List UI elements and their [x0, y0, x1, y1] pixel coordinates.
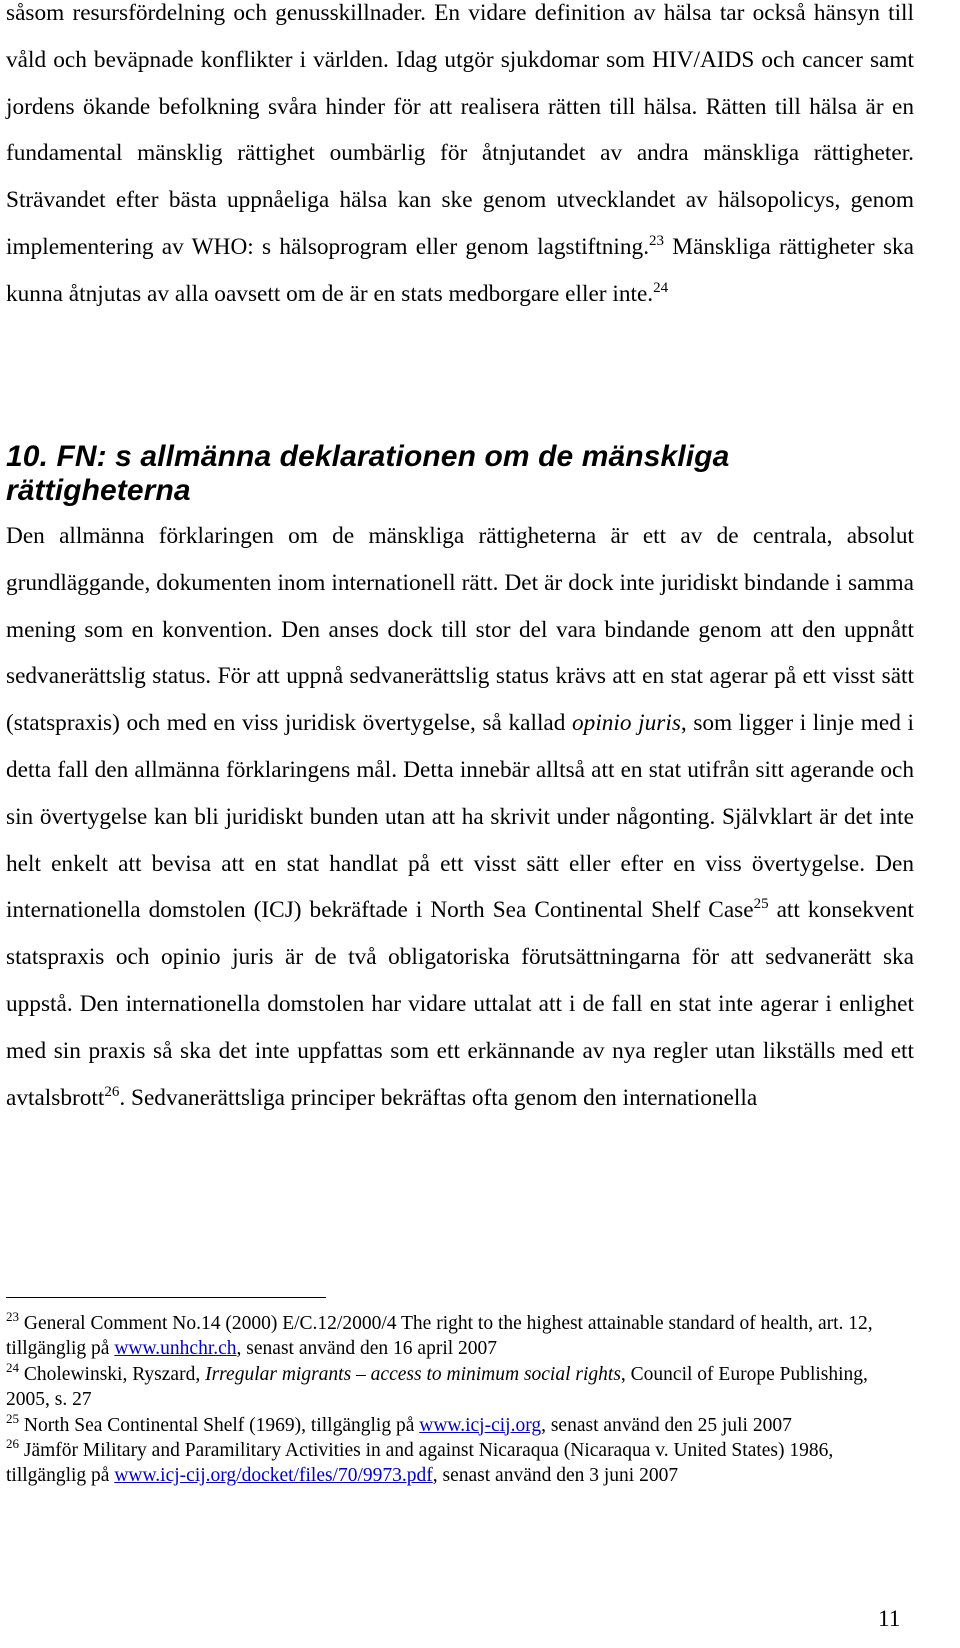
- footnote-text: North Sea Continental Shelf (1969), tillgänglig på: [19, 1414, 420, 1436]
- footnote-text: Jämför Military and Paramilitary Activities in and against Nicaraqua (Nicaraqua v. United States) 1986, tillgänglig på: [6, 1440, 834, 1487]
- body-paragraph-1: [6, 0, 914, 318]
- footnote-23: [6, 1311, 914, 1362]
- footnote-24: [6, 1359, 914, 1413]
- body-paragraph-2: [6, 513, 914, 1121]
- footnote-italic-title: Irregular migrants – access to minimum social rights: [205, 1363, 621, 1385]
- italic-term: opinio juris: [572, 710, 681, 737]
- footnote-ref-25[interactable]: 25: [753, 896, 769, 913]
- footnote-ref-24[interactable]: 24: [653, 279, 669, 296]
- paragraph-text: Den allmänna förklaringen om de mänskliga rättigheterna är ett av de centrala, absolut grundläggande, dokumenten inom internationell rätt. Det är dock inte juridiskt bindande i samma mening som en konvention. Den anses dock till stor del vara bindande genom att den uppnått sedvanerättslig status. För att uppnå sedvanerättslig status krävs att en stat agerar på ett visst sätt (statspraxis) och med en viss juridisk övertygelse, så kallad: [6, 523, 914, 737]
- footnote-ref-26[interactable]: 26: [104, 1083, 120, 1100]
- paragraph-text: . Sedvanerättsliga principer bekräftas ofta genom den internationella: [119, 1084, 758, 1111]
- footnote-text: Cholewinski, Ryszard,: [19, 1363, 206, 1385]
- footnote-link[interactable]: www.icj-cij.org: [419, 1414, 542, 1436]
- footnotes: [6, 1311, 914, 1489]
- footnote-number: 25: [6, 1410, 19, 1426]
- footnote-ref-23[interactable]: 23: [649, 232, 665, 249]
- paragraph-text: , som ligger i linje med i detta fall den allmänna förklaringens mål. Detta innebär alltså att en stat utifrån sitt agerande och sin övertygelse kan bli juridiskt bunden utan att ha skrivit under någonting. Självklart är det inte helt enkelt att bevisa att en stat handlat på ett visst sätt eller efter en viss övertygelse. Den internationella domstolen (ICJ) bekräftade i North Sea Continental Shelf Case: [6, 710, 914, 924]
- footnote-number: 26: [6, 1436, 19, 1452]
- paragraph-text: Mänskliga rättigheter ska kunna åtnjutas av alla oavsett om de är en stats medborgare eller inte.: [6, 233, 914, 307]
- footnote-link[interactable]: www.icj-cij.org/docket/files/70/9973.pdf: [114, 1465, 433, 1487]
- footnote-text: , senast använd den 25 juli 2007: [541, 1414, 792, 1436]
- footnote-divider: [6, 1297, 326, 1298]
- footnote-text: General Comment No.14 (2000) E/C.12/2000/4 The right to the highest attainable standard of health, art. 12, tillgänglig på: [6, 1313, 873, 1360]
- footnote-number: 23: [6, 1309, 19, 1324]
- footnote-text: , senast använd den 16 april 2007: [236, 1338, 498, 1360]
- footnote-25: [6, 1410, 914, 1438]
- footnote-text: , Council of Europe Publishing, 2005, s. 27: [6, 1363, 868, 1411]
- paragraph-text: att konsekvent statspraxis och opinio juris är de två obligatoriska förutsättningarna för att sedvanerätt ska uppstå. Den internationella domstolen har vidare uttalat att i de fall en stat inte agerar i enlighet med sin praxis så ska det inte uppfattas som ett erkännande av nya regler utan likställs med ett avtalsbrott: [6, 897, 914, 1111]
- footnote-link[interactable]: www.unhchr.ch: [114, 1338, 237, 1360]
- footnote-text: , senast använd den 3 juni 2007: [432, 1465, 679, 1487]
- footnote-number: 24: [6, 1359, 19, 1375]
- page-number: 11: [878, 1606, 901, 1632]
- paragraph-text: såsom resursfördelning och genusskillnader. En vidare definition av hälsa tar också hänsyn till våld och beväpnade konflikter i världen. Idag utgör sjukdomar som HIV/AIDS och cancer samt jordens ökande befolkning svåra hinder för att realisera rätten till hälsa. Rätten till hälsa är en fundamental mänsklig rättighet oumbärlig för åtnjutandet av andra mänskliga rättigheter. Strävandet efter bästa uppnåeliga hälsa kan ske genom utvecklandet av hälsopolicys, genom implementering av WHO: s hälsoprogram eller genom lagstiftning.: [6, 0, 914, 260]
- section-heading: 10. FN: s allmänna deklarationen om de mänskliga rättigheterna: [6, 440, 730, 507]
- footnote-26: [6, 1438, 914, 1489]
